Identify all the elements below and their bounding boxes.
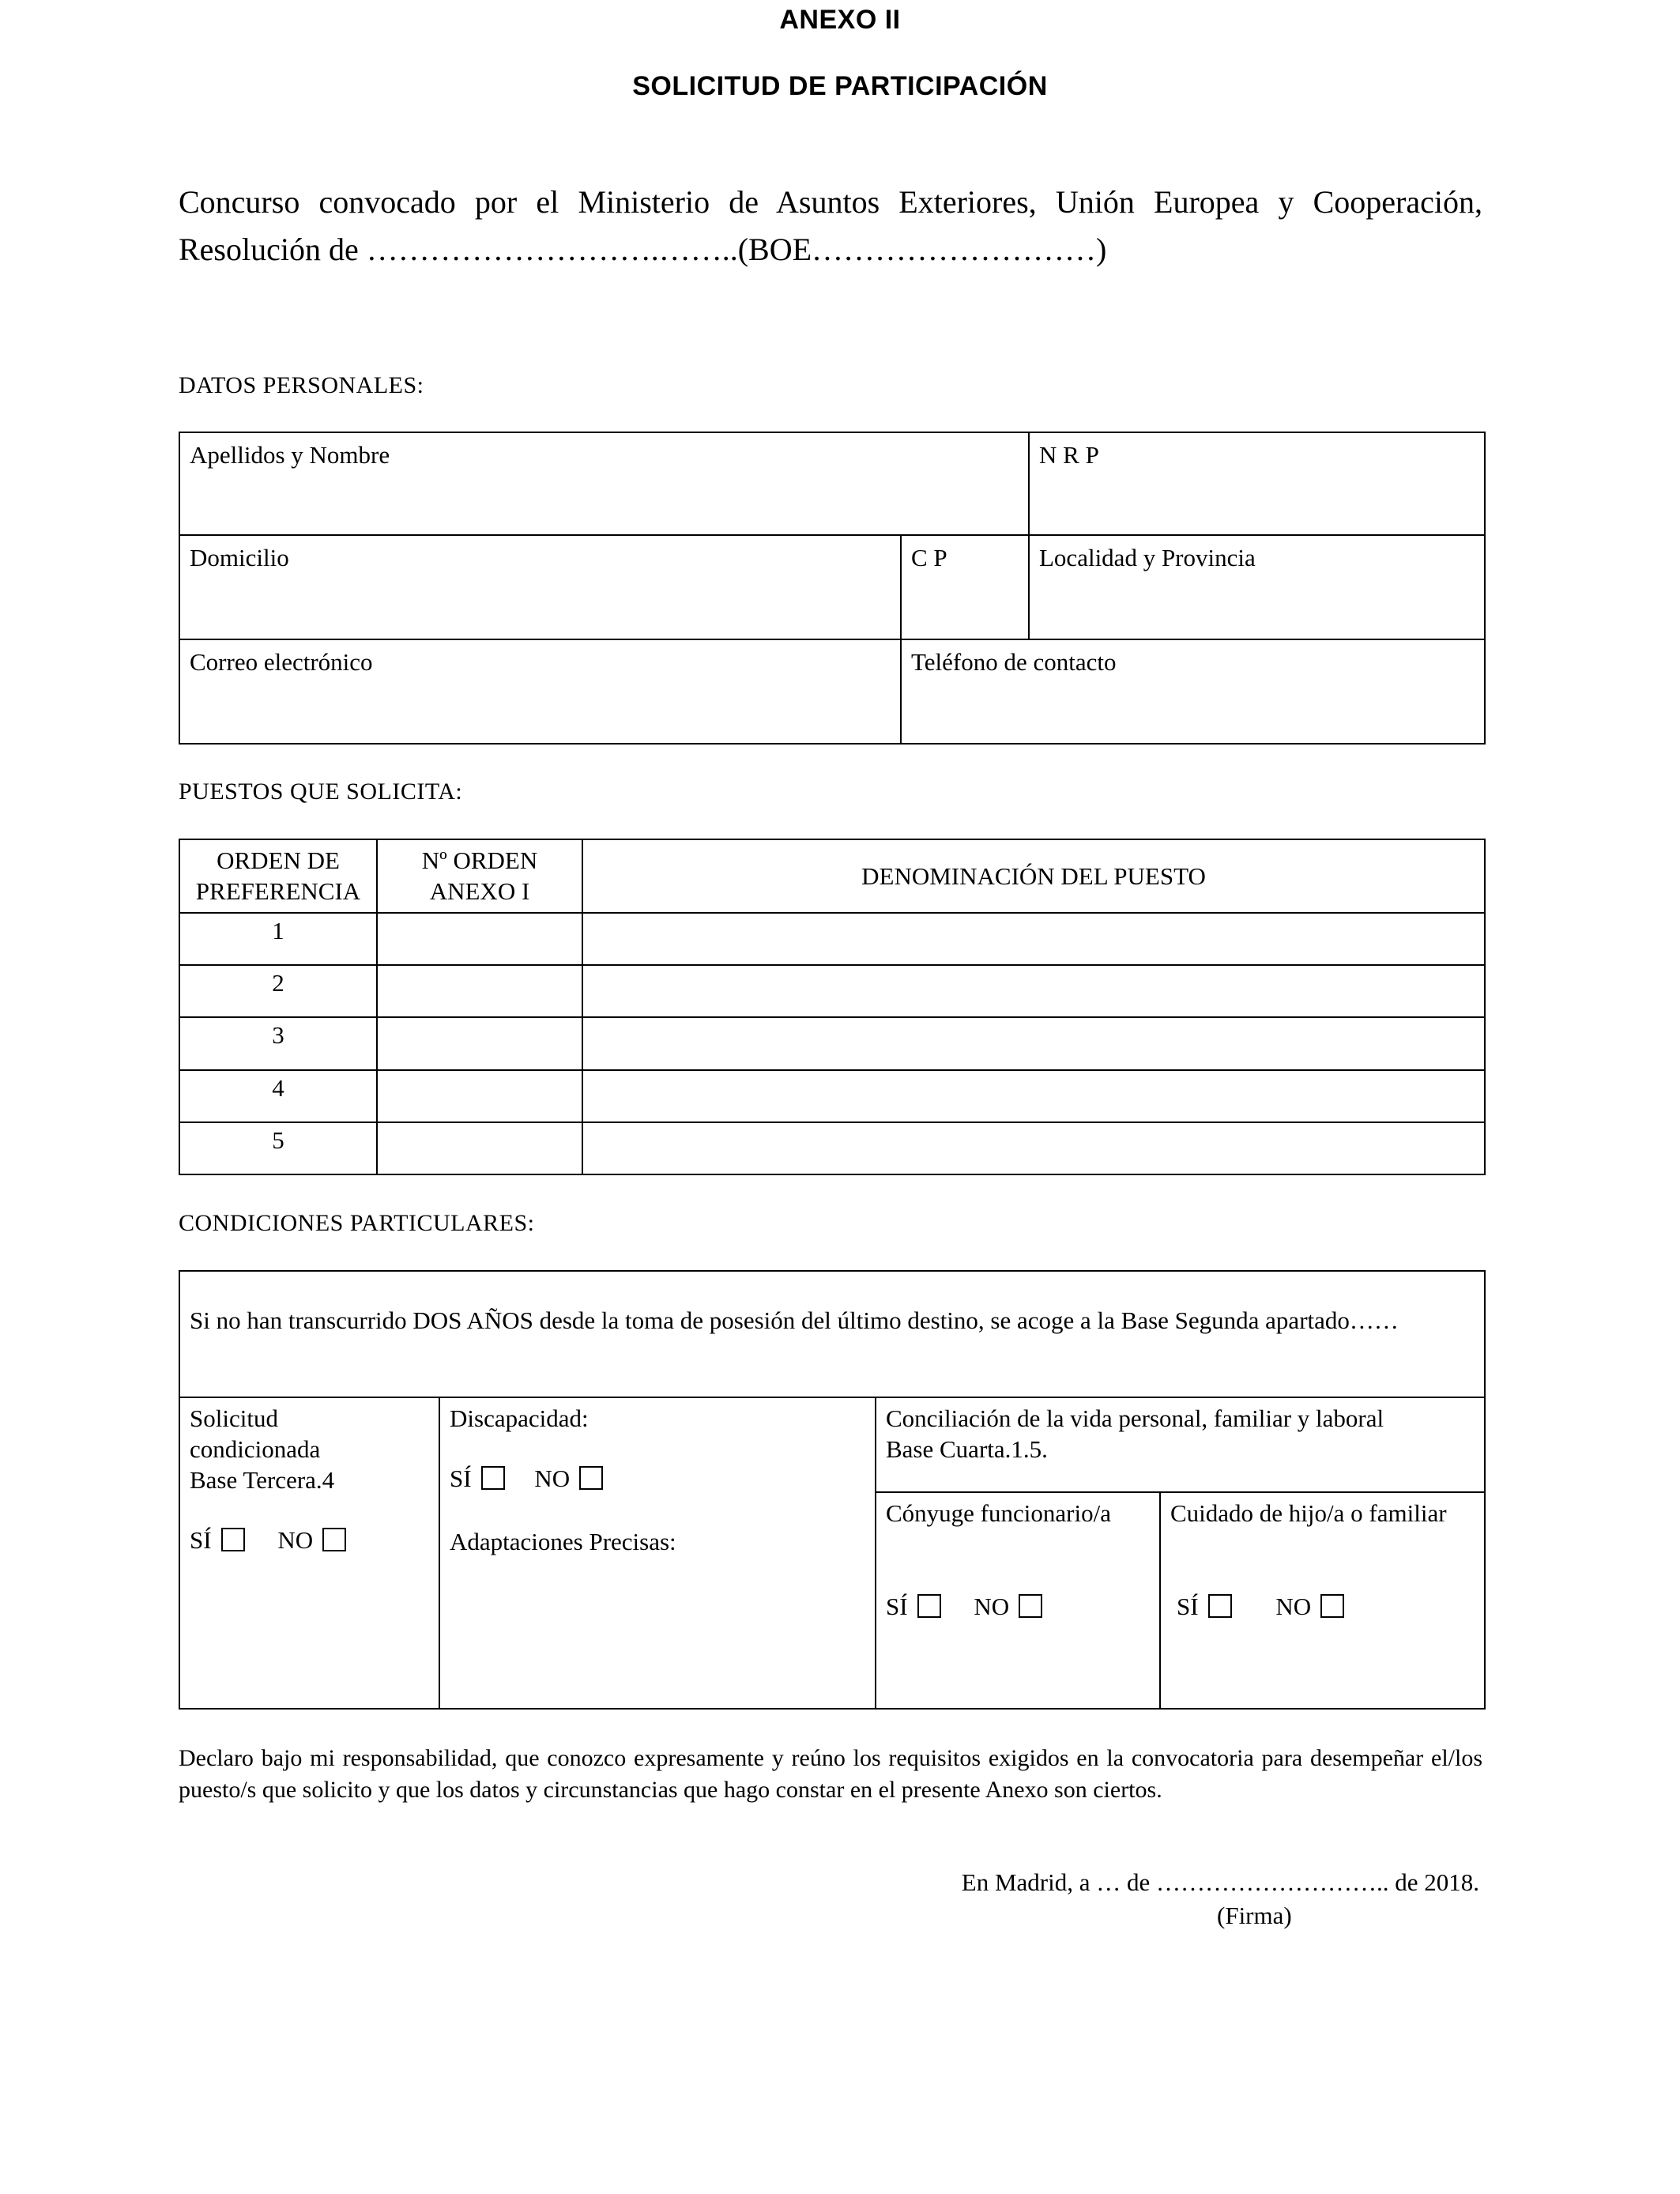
apellidos-nombre-field[interactable]: [179, 432, 1030, 536]
conciliacion-line-1: Conciliación de la vida personal, familiar y laboral: [886, 1404, 1384, 1432]
table-row-3-denominacion-field[interactable]: [582, 1016, 1486, 1071]
adaptaciones-label: Adaptaciones Precisas:: [450, 1528, 676, 1555]
declaration-paragraph: Declaro bajo mi responsabilidad, que conozco expresamente y reúno los requisitos exigidos en la convocatoria para desempeñar el/los puesto/s que solicito y que los datos y circunstancias que hago constar en el presente Anexo son ciertos.: [179, 1745, 1482, 1803]
cp-field[interactable]: [900, 534, 1030, 640]
cuidado-no-label: NO: [1275, 1593, 1312, 1620]
table-row-5-denominacion-field[interactable]: [582, 1122, 1486, 1175]
annex-title: ANEXO II: [779, 5, 901, 35]
conyuge-si-label: SÍ: [886, 1593, 908, 1620]
localidad-field[interactable]: [1028, 534, 1486, 640]
discapacidad-no-label: NO: [534, 1465, 571, 1492]
puestos-heading: PUESTOS QUE SOLICITA:: [179, 778, 463, 805]
col-orden-line-2: PREFERENCIA: [195, 877, 361, 905]
table-row-2-num-field[interactable]: [376, 964, 583, 1018]
conyuge-no-checkbox[interactable]: [1019, 1594, 1042, 1618]
row-3-number: 3: [272, 1021, 284, 1049]
row-5-number: 5: [272, 1126, 284, 1154]
table-row-5-orden: [179, 1122, 378, 1175]
conyuge-si-checkbox[interactable]: [917, 1594, 941, 1618]
intro-line-2: Resolución de ……………………….……..(BOE………………………): [179, 232, 1107, 267]
telefono-label: Teléfono de contacto: [911, 648, 1117, 676]
table-row-1-orden: [179, 912, 378, 966]
table-row-1-denominacion-field[interactable]: [582, 912, 1486, 966]
discapacidad-yes-no: [450, 1463, 603, 1494]
cuidado-si-label: SÍ: [1177, 1593, 1199, 1620]
table-row-2-denominacion-field[interactable]: [582, 964, 1486, 1018]
solicitud-line-1: Solicitud: [190, 1404, 278, 1432]
table-row-4-denominacion-field[interactable]: [582, 1069, 1486, 1123]
discapacidad-label: Discapacidad:: [450, 1404, 589, 1432]
discapacidad-no-checkbox[interactable]: [579, 1466, 603, 1490]
discapacidad-si-label: SÍ: [450, 1465, 472, 1492]
row-2-number: 2: [272, 969, 284, 997]
col-num-line-1: Nº ORDEN: [421, 846, 538, 874]
correo-field[interactable]: [179, 639, 902, 745]
intro-paragraph: [179, 179, 1482, 273]
cuidado-cell: [1159, 1491, 1486, 1710]
cp-label: C P: [911, 544, 947, 571]
conyuge-no-label: NO: [974, 1593, 1010, 1620]
col-num-line-2: ANEXO I: [429, 877, 530, 905]
domicilio-field[interactable]: [179, 534, 902, 640]
intro-line-1: Concurso convocado por el Ministerio de Asuntos Exteriores, Unión Europea y Cooperación,: [179, 184, 1482, 220]
place-date-line: En Madrid, a … de ……………………….. de 2018.: [961, 1868, 1479, 1896]
signature-label: (Firma): [1217, 1902, 1292, 1929]
table-row-3-orden: [179, 1016, 378, 1071]
domicilio-label: Domicilio: [190, 544, 289, 571]
condiciones-heading: CONDICIONES PARTICULARES:: [179, 1210, 535, 1236]
discapacidad-si-checkbox[interactable]: [481, 1466, 505, 1490]
nrp-label: N R P: [1039, 441, 1099, 469]
col-orden-header: [179, 839, 378, 914]
conciliacion-label: [886, 1403, 1384, 1465]
solicitud-condicionada-cell: [179, 1397, 440, 1710]
puestos-table: [179, 839, 1486, 1177]
table-row-4-orden: [179, 1069, 378, 1123]
col-orden-line-1: ORDEN DE: [217, 846, 340, 874]
conciliacion-line-2: Base Cuarta.1.5.: [886, 1435, 1048, 1463]
solicitud-si-checkbox[interactable]: [221, 1528, 245, 1551]
solicitud-no-label: NO: [277, 1526, 314, 1554]
nrp-field[interactable]: [1028, 432, 1486, 536]
solicitud-si-label: SÍ: [190, 1526, 212, 1554]
table-row-3-num-field[interactable]: [376, 1016, 583, 1071]
solicitud-no-checkbox[interactable]: [322, 1528, 346, 1551]
table-row-1-num-field[interactable]: [376, 912, 583, 966]
personal-data-heading: DATOS PERSONALES:: [179, 372, 424, 398]
row-1-number: 1: [272, 917, 284, 944]
conyuge-label: Cónyuge funcionario/a: [886, 1499, 1111, 1527]
cuidado-si-checkbox[interactable]: [1208, 1594, 1232, 1618]
cuidado-label: Cuidado de hijo/a o familiar: [1170, 1499, 1447, 1527]
row-4-number: 4: [272, 1074, 284, 1102]
personal-data-table: [179, 432, 1486, 746]
discapacidad-cell: [439, 1397, 876, 1710]
cuidado-no-checkbox[interactable]: [1320, 1594, 1344, 1618]
cuidado-yes-no: [1177, 1591, 1344, 1622]
telefono-field[interactable]: [900, 639, 1486, 745]
condiciones-table: [179, 1270, 1486, 1710]
solicitud-condicionada-label: [190, 1403, 334, 1495]
correo-label: Correo electrónico: [190, 648, 373, 676]
solicitud-yes-no: [190, 1525, 346, 1555]
col-denominacion-label: DENOMINACIÓN DEL PUESTO: [861, 862, 1206, 890]
table-row-5-num-field[interactable]: [376, 1122, 583, 1175]
table-row-2-orden: [179, 964, 378, 1018]
conyuge-yes-no: [886, 1591, 1042, 1622]
conciliacion-cell: [875, 1397, 1486, 1493]
notice-cell: [179, 1270, 1486, 1398]
col-num-header: [376, 839, 583, 914]
table-row-4-num-field[interactable]: [376, 1069, 583, 1123]
form-title: SOLICITUD DE PARTICIPACIÓN: [632, 71, 1048, 101]
conyuge-cell: [875, 1491, 1161, 1710]
solicitud-line-2: condicionada: [190, 1435, 321, 1463]
col-denominacion-header: [582, 839, 1486, 914]
apellidos-nombre-label: Apellidos y Nombre: [190, 441, 390, 469]
localidad-label: Localidad y Provincia: [1039, 544, 1256, 571]
notice-text: Si no han transcurrido DOS AÑOS desde la toma de posesión del último destino, se acoge a la Base Segunda apartado……: [190, 1306, 1399, 1334]
solicitud-line-3: Base Tercera.4: [190, 1466, 335, 1494]
